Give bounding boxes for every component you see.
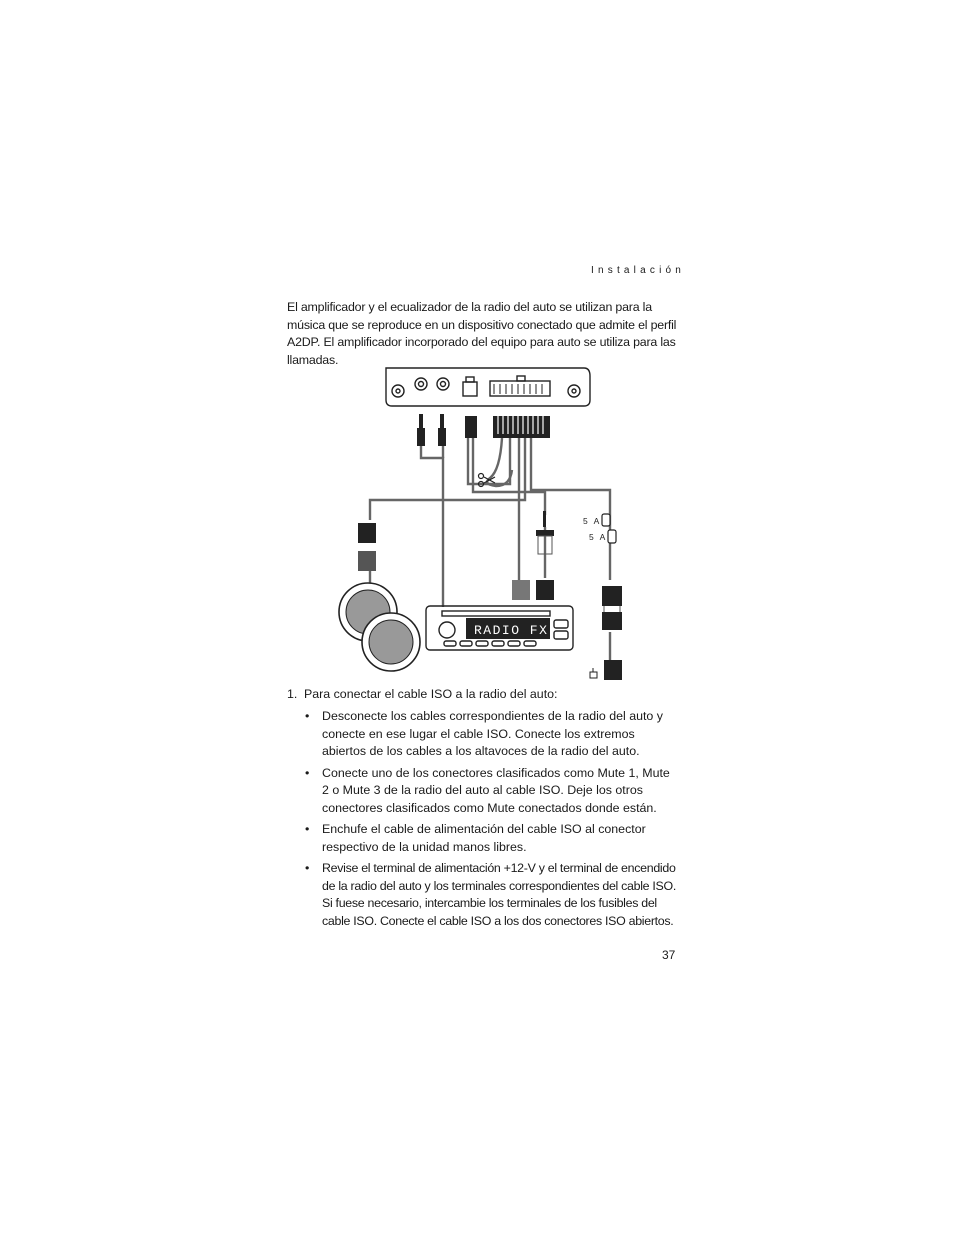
fuse-label-1: 5 A [583, 516, 602, 526]
step-text: Para conectar el cable ISO a la radio del auto: [304, 687, 558, 701]
wiring-diagram [330, 358, 630, 688]
list-item [287, 821, 679, 856]
bullet-mark: • [305, 765, 310, 780]
ground-icon [590, 668, 597, 678]
radio-display: RADIO FX [474, 623, 549, 638]
bullet-text: Revise el terminal de alimentación +12-V y el terminal de encendido de la radio del auto y los terminales correspondientes del cable ISO. Si fuese necesario, intercambie los terminales de los fusibles del cable ISO. Conecte el cable ISO a los dos conectores ISO abiertos. [322, 861, 676, 928]
bullet-list [287, 708, 679, 934]
bullet-mark: • [305, 822, 310, 836]
bullet-mark: • [305, 861, 310, 875]
list-item [287, 708, 679, 761]
bullet-mark: • [305, 709, 310, 723]
page-number: 37 [662, 948, 676, 962]
step-number: 1. [287, 687, 298, 701]
list-item [287, 860, 679, 930]
bullet-text: Desconecte los cables correspondientes de la radio del auto y conecte en ese lugar el cable ISO. Conecte los extremos abiertos de los cables a los altavoces de la radio del auto. [322, 709, 663, 758]
fuse-label-2: 5 A [589, 532, 608, 542]
list-item [287, 765, 679, 818]
speaker-front [362, 613, 420, 671]
intro-paragraph: El amplificador y el ecualizador de la radio del auto se utilizan para la música que se reproduce en un dispositivo conectado que admite el perfil A2DP. El amplificador incorporado del equipo para auto se utiliza para las llamadas. [287, 300, 677, 367]
bullet-text: Enchufe el cable de alimentación del cable ISO al conector respectivo de la unidad manos libres. [322, 822, 646, 854]
running-header: Instalación [591, 265, 686, 276]
bullet-text: Conecte uno de los conectores clasificados como Mute 1, Mute 2 o Mute 3 de la radio del auto al cable ISO. Deje los otros conectores clasificados como Mute conectados donde están. [322, 765, 670, 815]
fuse-1 [602, 514, 610, 526]
fuse-2 [608, 530, 616, 543]
